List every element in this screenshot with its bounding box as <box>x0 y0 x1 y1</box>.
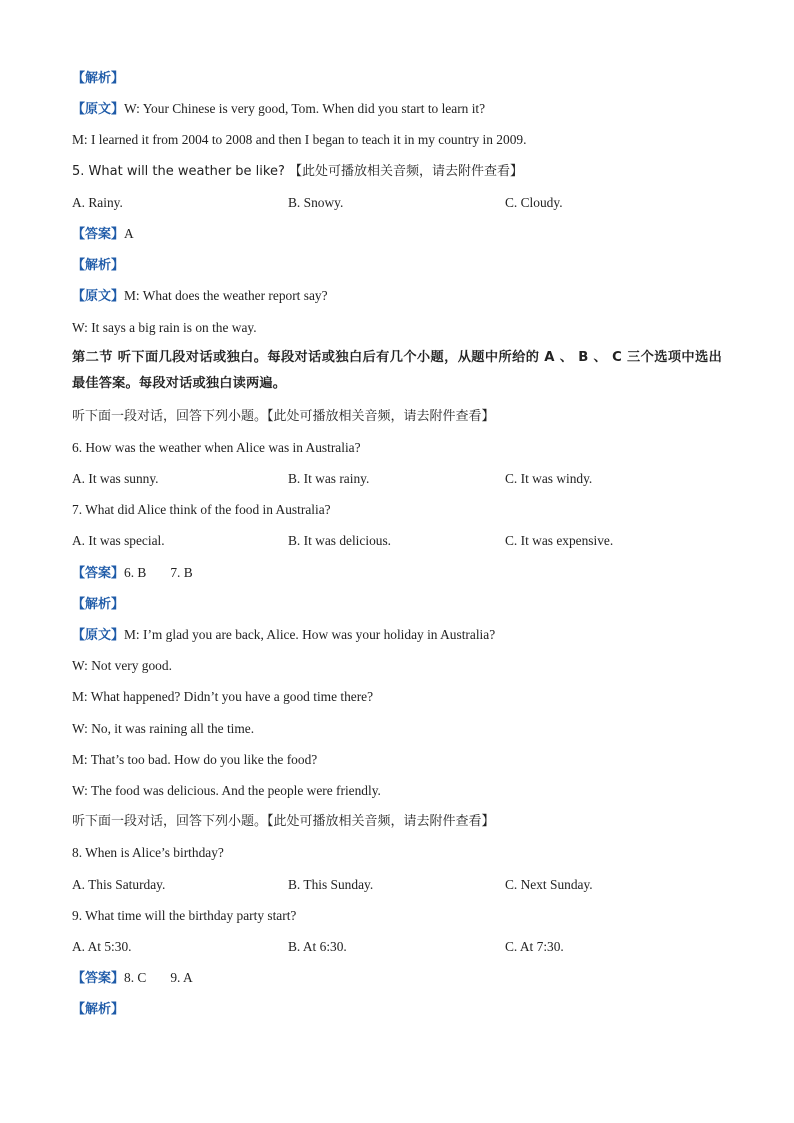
option-b: B. At 6:30. <box>288 938 347 954</box>
question-5: 5. What will the weather be like? 【此处可播放相关音频，请去附件查看】 <box>72 163 524 179</box>
transcript-line: M: I learned it from 2004 to 2008 and then I began to teach it in my country in 2009. <box>72 132 527 148</box>
answer-value: 8. C <box>124 970 147 986</box>
option-c: C. It was expensive. <box>505 533 614 549</box>
transcript-line: W: No, it was raining all the time. <box>72 720 255 736</box>
question-8-options <box>72 869 722 900</box>
answer-tag: 【答案】 <box>72 971 125 987</box>
transcript-tag: 【原文】 <box>72 289 125 305</box>
option-c: C. It was windy. <box>505 471 593 487</box>
question-5-options <box>72 187 722 218</box>
document-page <box>72 62 722 1024</box>
analysis-tag: 【解析】 <box>72 596 125 612</box>
option-a: A. Rainy. <box>72 194 123 210</box>
analysis-tag: 【解析】 <box>72 1002 125 1018</box>
option-b: B. It was delicious. <box>288 533 392 549</box>
listen-instruction-1: 听下面一段对话，回答下列小题。【此处可播放相关音频，请去附件查看】 <box>72 408 495 424</box>
transcript-line: W: It says a big rain is on the way. <box>72 319 257 335</box>
option-a: A. At 5:30. <box>72 938 132 954</box>
option-c: C. At 7:30. <box>505 938 564 954</box>
analysis-tag: 【解析】 <box>72 71 125 86</box>
question-7-options <box>72 525 722 556</box>
transcript-tag: 【原文】 <box>72 102 125 118</box>
answer-line-6-7 <box>72 557 722 588</box>
option-b: B. It was rainy. <box>288 471 370 487</box>
transcript-line <box>72 619 722 650</box>
answer-tag: 【答案】 <box>72 565 125 581</box>
transcript-text: M: What does the weather report say? <box>124 288 328 304</box>
answer-value: 9. A <box>170 970 193 986</box>
question-8: 8. When is Alice’s birthday? <box>72 845 224 861</box>
transcript-line: M: What happened? Didn’t you have a good time there? <box>72 689 374 705</box>
answer-tag: 【答案】 <box>72 226 125 242</box>
section-2-heading: 第二节 听下面几段对话或独白。每段对话或独白后有几个小题，从题中所给的 A 、 B 、 C 三个选项中选出最佳答案。每段对话或独白读两遍。 <box>72 349 722 391</box>
answer-value: A <box>124 225 134 241</box>
transcript-line <box>72 280 722 311</box>
question-6: 6. How was the weather when Alice was in Australia? <box>72 439 361 455</box>
option-c: C. Cloudy. <box>505 194 563 210</box>
transcript-text: W: Your Chinese is very good, Tom. When did you start to learn it? <box>124 101 486 117</box>
transcript-line <box>72 93 722 124</box>
listen-instruction-2: 听下面一段对话，回答下列小题。【此处可播放相关音频，请去附件查看】 <box>72 814 495 830</box>
transcript-text: M: I’m glad you are back, Alice. How was your holiday in Australia? <box>124 627 496 642</box>
question-7: 7. What did Alice think of the food in Australia? <box>72 502 331 518</box>
answer-value: 6. B <box>124 564 147 580</box>
analysis-label-3 <box>72 588 722 619</box>
option-b: B. This Sunday. <box>288 876 374 892</box>
question-6-options <box>72 463 722 494</box>
option-a: A. It was sunny. <box>72 471 159 487</box>
analysis-tag: 【解析】 <box>72 258 125 274</box>
transcript-tag: 【原文】 <box>72 628 125 643</box>
answer-value: 7. B <box>170 564 193 580</box>
transcript-line: W: Not very good. <box>72 658 172 674</box>
analysis-label-1 <box>72 62 722 93</box>
analysis-label-2 <box>72 249 722 280</box>
option-b: B. Snowy. <box>288 194 344 210</box>
analysis-label-4 <box>72 993 722 1024</box>
question-9: 9. What time will the birthday party start? <box>72 907 297 923</box>
option-c: C. Next Sunday. <box>505 876 593 892</box>
question-9-options <box>72 931 722 962</box>
transcript-line: M: That’s too bad. How do you like the food? <box>72 751 318 767</box>
transcript-line: W: The food was delicious. And the people were friendly. <box>72 782 381 798</box>
answer-line-8-9 <box>72 962 722 993</box>
option-a: A. It was special. <box>72 533 165 549</box>
option-a: A. This Saturday. <box>72 876 166 892</box>
answer-line-5 <box>72 218 722 249</box>
